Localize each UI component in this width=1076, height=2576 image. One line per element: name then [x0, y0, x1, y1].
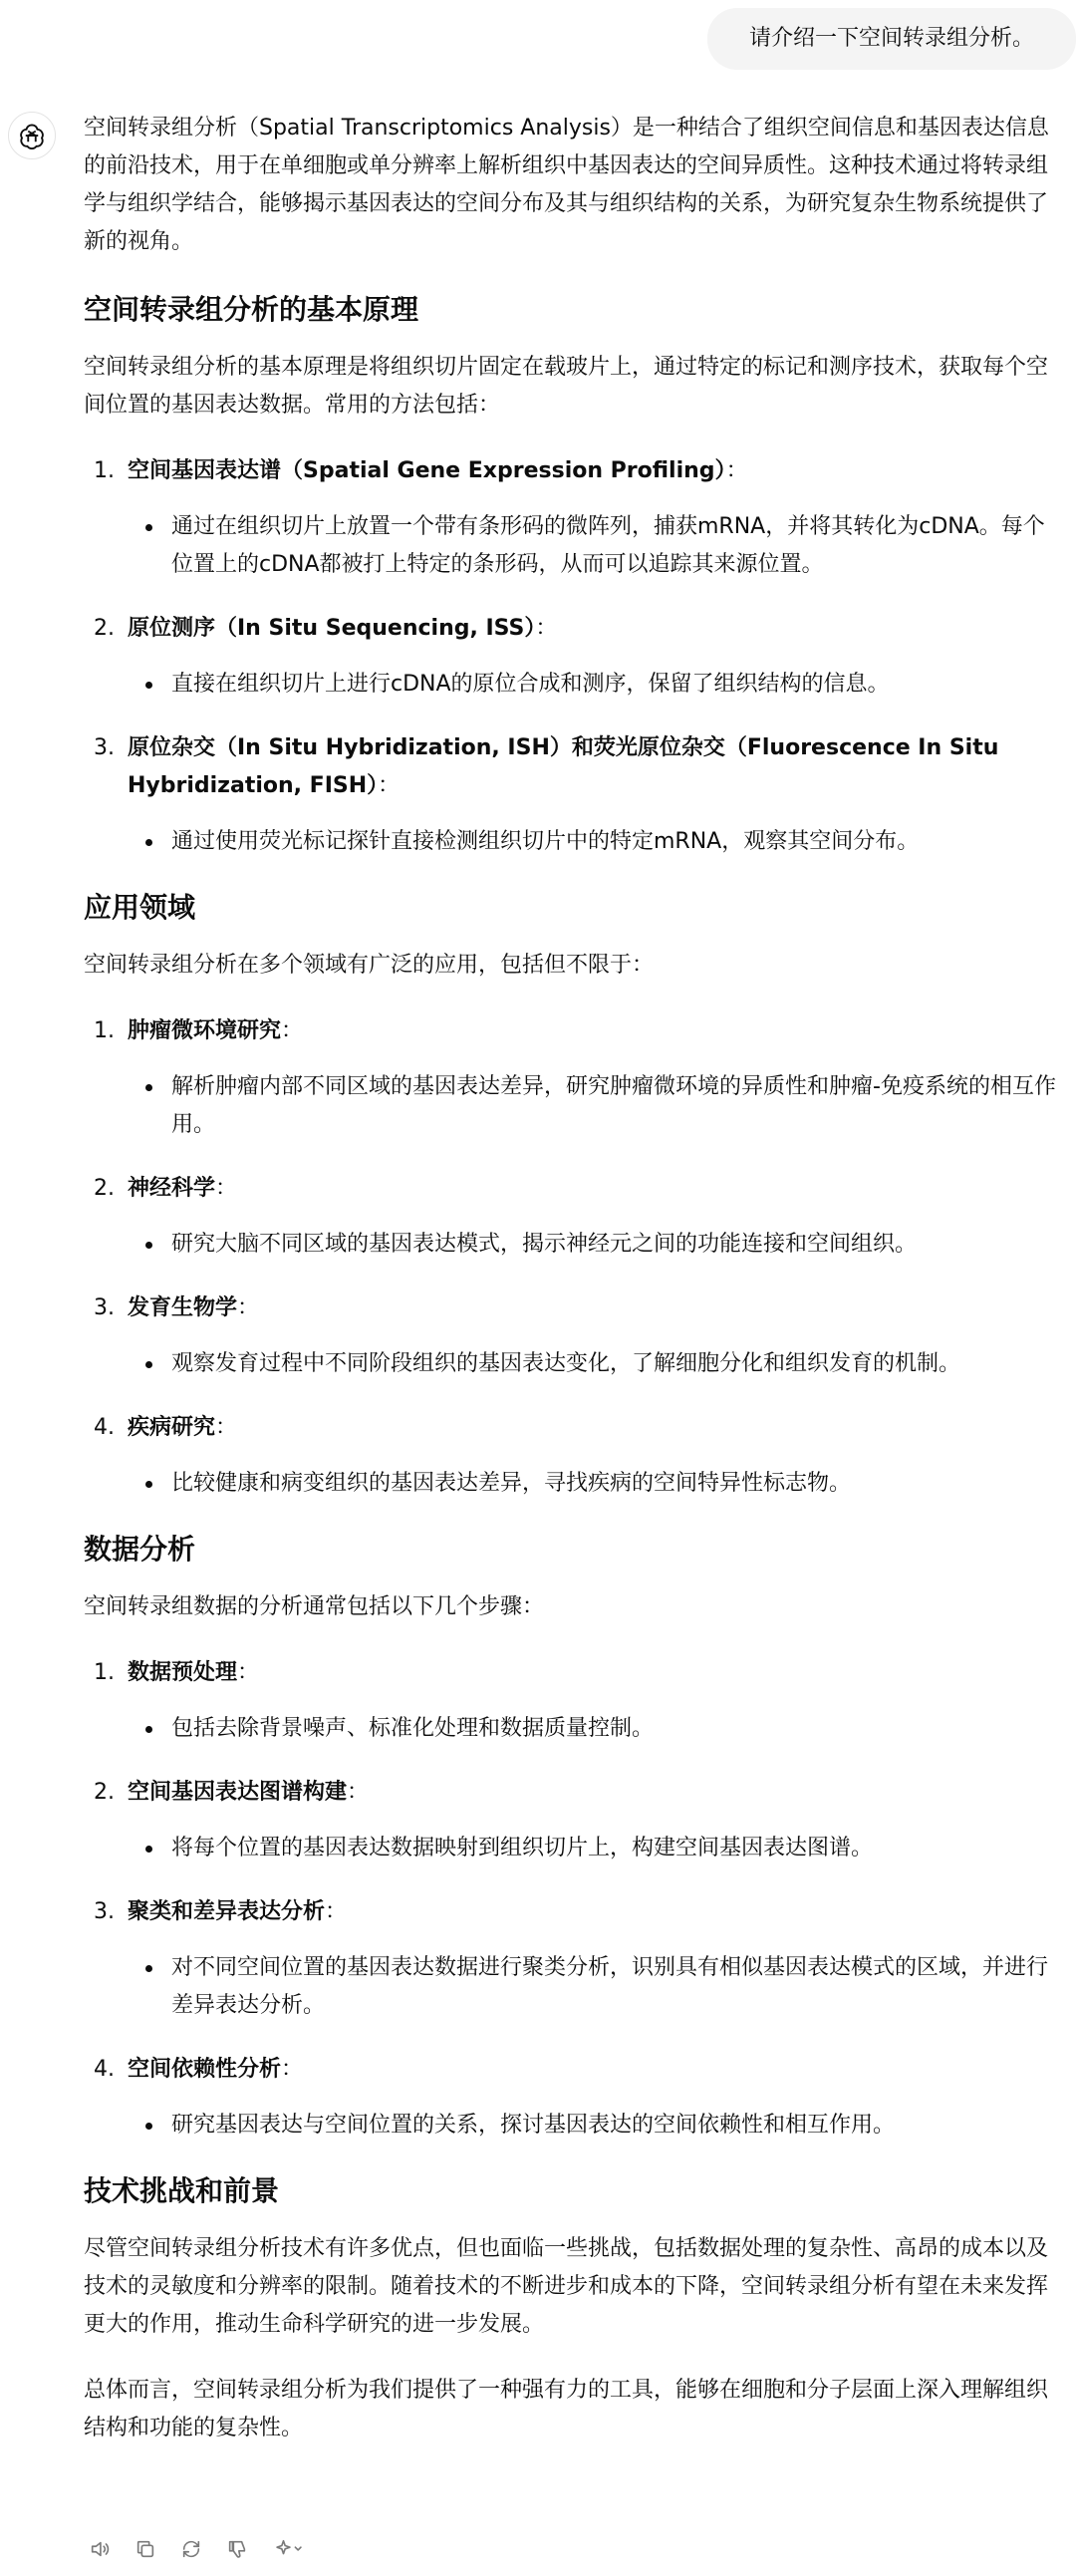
conclusion-paragraph: 总体而言，空间转录组分析为我们提供了一种强有力的工具，能够在细胞和分子层面上深入理解组织结构和功能的复杂性。: [84, 2378, 1049, 2440]
section-lead: 空间转录组数据的分析通常包括以下几个步骤：: [84, 1594, 545, 1619]
challenges-paragraph: 尽管空间转录组分析技术有许多优点，但也面临一些挑战，包括数据处理的复杂性、高昂的成本以及技术的灵敏度和分辨率的限制。随着技术的不断进步和成本的下降，空间转录组分析有望在未来发挥更大的作用，推动生命科学研究的进一步发展。: [84, 2236, 1049, 2337]
list-item: 3. 聚类和差异表达分析： 对不同空间位置的基因表达数据进行聚类分析，识别具有相似基因表达模式的区域，并进行差异表达分析。: [84, 1893, 1060, 2025]
list-item: 2. 空间基因表达图谱构建： 将每个位置的基因表达数据映射到组织切片上，构建空间基因表达图谱。: [84, 1774, 1060, 1867]
numbered-list: [84, 452, 1060, 861]
list-item: 3. 原位杂交（In Situ Hybridization, ISH）和荧光原位杂交（Fluorescence In Situ Hybridization, FISH）： 通过使用荧光标记探针直接检测组织切片中的特定mRNA，观察其空间分布。: [84, 729, 1060, 861]
section-title: 应用领域: [84, 891, 196, 924]
assistant-logo-icon: [8, 112, 56, 159]
bullet-item: 比较健康和病变组织的基因表达差异，寻找疾病的空间特异性标志物。: [128, 1465, 1060, 1503]
list-item: 1. 肿瘤微环境研究： 解析肿瘤内部不同区域的基因表达差异，研究肿瘤微环境的异质性和肿瘤-免疫系统的相互作用。: [84, 1012, 1060, 1144]
section-lead: 空间转录组分析在多个领域有广泛的应用，包括但不限于：: [84, 953, 655, 978]
bullet-item: 包括去除背景噪声、标准化处理和数据质量控制。: [128, 1710, 1060, 1748]
bullet-item: 通过在组织切片上放置一个带有条形码的微阵列，捕获mRNA，并将其转化为cDNA。每个位置上的cDNA都被打上特定的条形码，从而可以追踪其来源位置。: [128, 508, 1060, 584]
section-lead: 空间转录组分析的基本原理是将组织切片固定在载玻片上，通过特定的标记和测序技术，获取每个空间位置的基因表达数据。常用的方法包括：: [84, 355, 1049, 418]
list-item: 2. 神经科学： 研究大脑不同区域的基因表达模式，揭示神经元之间的功能连接和空间组织。: [84, 1170, 1060, 1264]
bullet-item: 研究基因表达与空间位置的关系，探讨基因表达的空间依赖性和相互作用。: [128, 2107, 1060, 2145]
section-title: 数据分析: [84, 1533, 196, 1566]
list-item: 3. 发育生物学： 观察发育过程中不同阶段组织的基因表达变化，了解细胞分化和组织发育的机制。: [84, 1289, 1060, 1383]
intro-paragraph: 空间转录组分析（Spatial Transcriptomics Analysis）是一种结合了组织空间信息和基因表达信息的前沿技术，用于在单细胞或单分辨率上解析组织中基因表达的空间异质性。这种技术通过将转录组学与组织学结合，能够揭示基因表达的空间分布及其与组织结构的关系，为研究复杂生物系统提供了新的视角。: [84, 116, 1049, 254]
bullet-item: 将每个位置的基因表达数据映射到组织切片上，构建空间基因表达图谱。: [128, 1830, 1060, 1867]
sparkle-model-icon[interactable]: [267, 2533, 311, 2565]
bullet-item: 研究大脑不同区域的基因表达模式，揭示神经元之间的功能连接和空间组织。: [128, 1226, 1060, 1264]
bullet-item: 对不同空间位置的基因表达数据进行聚类分析，识别具有相似基因表达模式的区域，并进行差异表达分析。: [128, 1949, 1060, 2025]
section-title: 技术挑战和前景: [84, 2174, 280, 2207]
numbered-list: [84, 1654, 1060, 2145]
list-item: 1. 空间基因表达谱（Spatial Gene Expression Profiling）： 通过在组织切片上放置一个带有条形码的微阵列，捕获mRNA，并将其转化为cDNA。每个位置上的cDNA都被打上特定的条形码，从而可以追踪其来源位置。: [84, 452, 1060, 584]
numbered-list: [84, 1012, 1060, 1503]
user-message-bubble: 请介绍一下空间转录组分析。: [707, 8, 1076, 70]
section-title: 空间转录组分析的基本原理: [84, 293, 419, 326]
list-item: 4. 空间依赖性分析： 研究基因表达与空间位置的关系，探讨基因表达的空间依赖性和相互作用。: [84, 2051, 1060, 2145]
list-item: 1. 数据预处理： 包括去除背景噪声、标准化处理和数据质量控制。: [84, 1654, 1060, 1748]
list-item: 4. 疾病研究： 比较健康和病变组织的基因表达差异，寻找疾病的空间特异性标志物。: [84, 1409, 1060, 1503]
bullet-item: 解析肿瘤内部不同区域的基因表达差异，研究肿瘤微环境的异质性和肿瘤-免疫系统的相互作用。: [128, 1068, 1060, 1144]
assistant-answer: [84, 110, 1060, 2475]
regenerate-icon[interactable]: [175, 2533, 207, 2565]
thumbs-down-icon[interactable]: [221, 2533, 253, 2565]
bullet-item: 直接在组织切片上进行cDNA的原位合成和测序，保留了组织结构的信息。: [128, 666, 1060, 704]
message-actions: [84, 2533, 311, 2565]
bullet-item: 通过使用荧光标记探针直接检测组织切片中的特定mRNA，观察其空间分布。: [128, 823, 1060, 861]
speaker-icon[interactable]: [84, 2533, 116, 2565]
list-item: 2. 原位测序（In Situ Sequencing, ISS）： 直接在组织切片上进行cDNA的原位合成和测序，保留了组织结构的信息。: [84, 610, 1060, 704]
bullet-item: 观察发育过程中不同阶段组织的基因表达变化，了解细胞分化和组织发育的机制。: [128, 1345, 1060, 1383]
copy-icon[interactable]: [130, 2533, 161, 2565]
